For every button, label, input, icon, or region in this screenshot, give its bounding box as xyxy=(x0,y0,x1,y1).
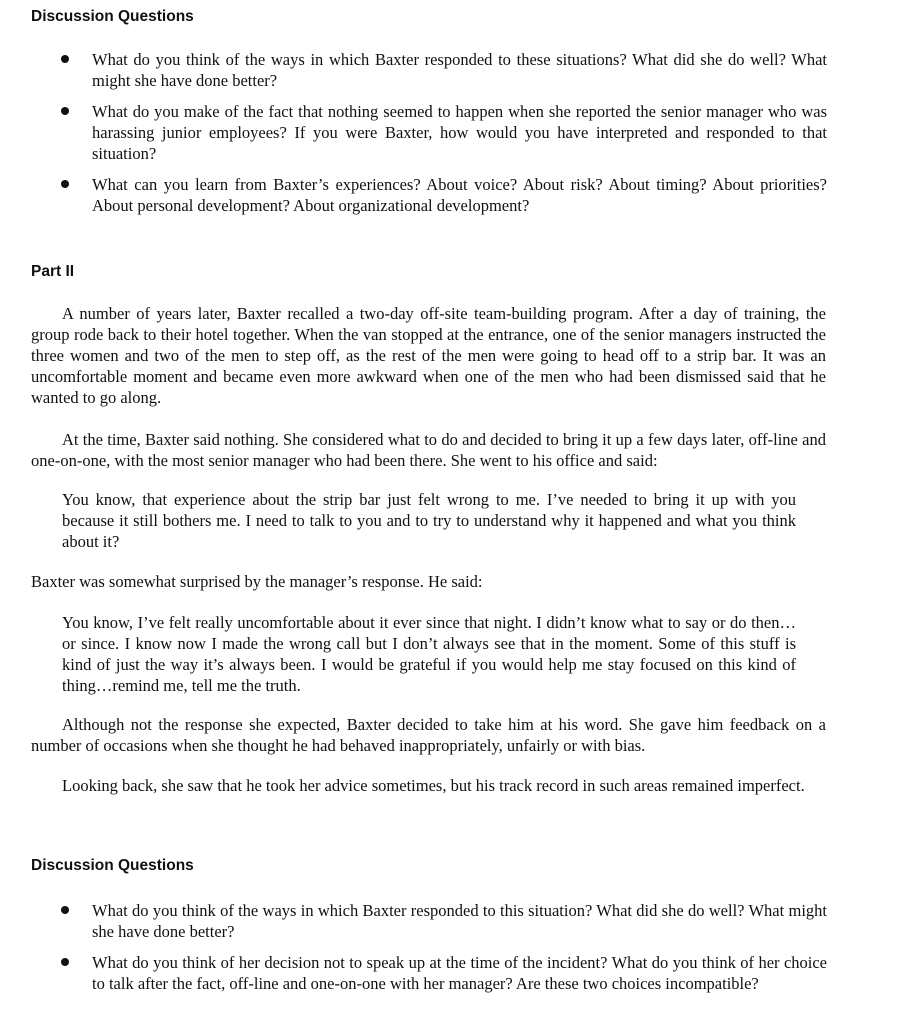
quote-2: You know, I’ve felt really uncomfortable about it ever since that night. I didn’t know what to say or do then…or since. I know now I made the wrong call but I don’t always see that in the moment. Some of this stuff is kind of just the way it’s always been. I would be grateful if you would help me stay focused on this kind of thing…remind me, tell me the truth. xyxy=(62,613,796,695)
question-text: What can you learn from Baxter’s experiences? About voice? About risk? About timing? About priorities? About personal development? About organizational development? xyxy=(92,175,827,215)
paragraph-3: Although not the response she expected, Baxter decided to take him at his word. She gave him feedback on a number of occasions when she thought he had behaved inappropriately, unfairly or with bias. xyxy=(31,715,826,755)
discussion-questions-heading-1: Discussion Questions xyxy=(31,8,194,25)
transition-line: Baxter was somewhat surprised by the manager’s response. He said: xyxy=(31,572,483,591)
quote-1: You know, that experience about the strip bar just felt wrong to me. I’ve needed to bring it up with you because it still bothers me. I need to talk to you and to try to understand why it happened and what you think about it? xyxy=(62,490,796,551)
discussion-questions-list-1 xyxy=(0,49,897,226)
bullet-icon xyxy=(61,906,69,914)
paragraph-1: A number of years later, Baxter recalled a two-day off-site team-building program. After a day of training, the group rode back to their hotel together. When the van stopped at the entrance, one of the senior managers instructed the three women and two of the men to step off, as the rest of the men were going to head off to a strip bar. It was an uncomfortable moment and became even more awkward when one of the men who had been dismissed said that he wanted to go along. xyxy=(31,304,826,407)
question-text: What do you think of the ways in which Baxter responded to these situations? What did she do well? What might she have done better? xyxy=(92,50,827,90)
discussion-questions-list-2 xyxy=(0,900,897,1004)
question-text: What do you make of the fact that nothing seemed to happen when she reported the senior manager who was harassing junior employees? If you were Baxter, how would you have interpreted and responded to that situation? xyxy=(92,102,827,163)
discussion-questions-heading-2: Discussion Questions xyxy=(31,857,194,874)
question-text: What do you think of the ways in which Baxter responded to this situation? What did she do well? What might she have done better? xyxy=(92,901,827,941)
part-two-heading: Part II xyxy=(31,263,75,280)
bullet-icon xyxy=(61,107,69,115)
question-text: What do you think of her decision not to speak up at the time of the incident? What do you think of her choice to talk after the fact, off-line and one-on-one with her manager? Are these two choices incompatible? xyxy=(92,953,827,993)
question-item xyxy=(0,49,827,91)
question-item xyxy=(0,174,827,216)
question-item xyxy=(0,952,827,994)
question-item xyxy=(0,900,827,942)
paragraph-4: Looking back, she saw that he took her advice sometimes, but his track record in such areas remained imperfect. xyxy=(62,776,805,795)
bullet-icon xyxy=(61,180,69,188)
bullet-icon xyxy=(61,958,69,966)
bullet-icon xyxy=(61,55,69,63)
question-item xyxy=(0,101,827,164)
paragraph-2: At the time, Baxter said nothing. She considered what to do and decided to bring it up a few days later, off-line and one-on-one, with the most senior manager who had been there. She went to his office and said: xyxy=(31,430,826,470)
